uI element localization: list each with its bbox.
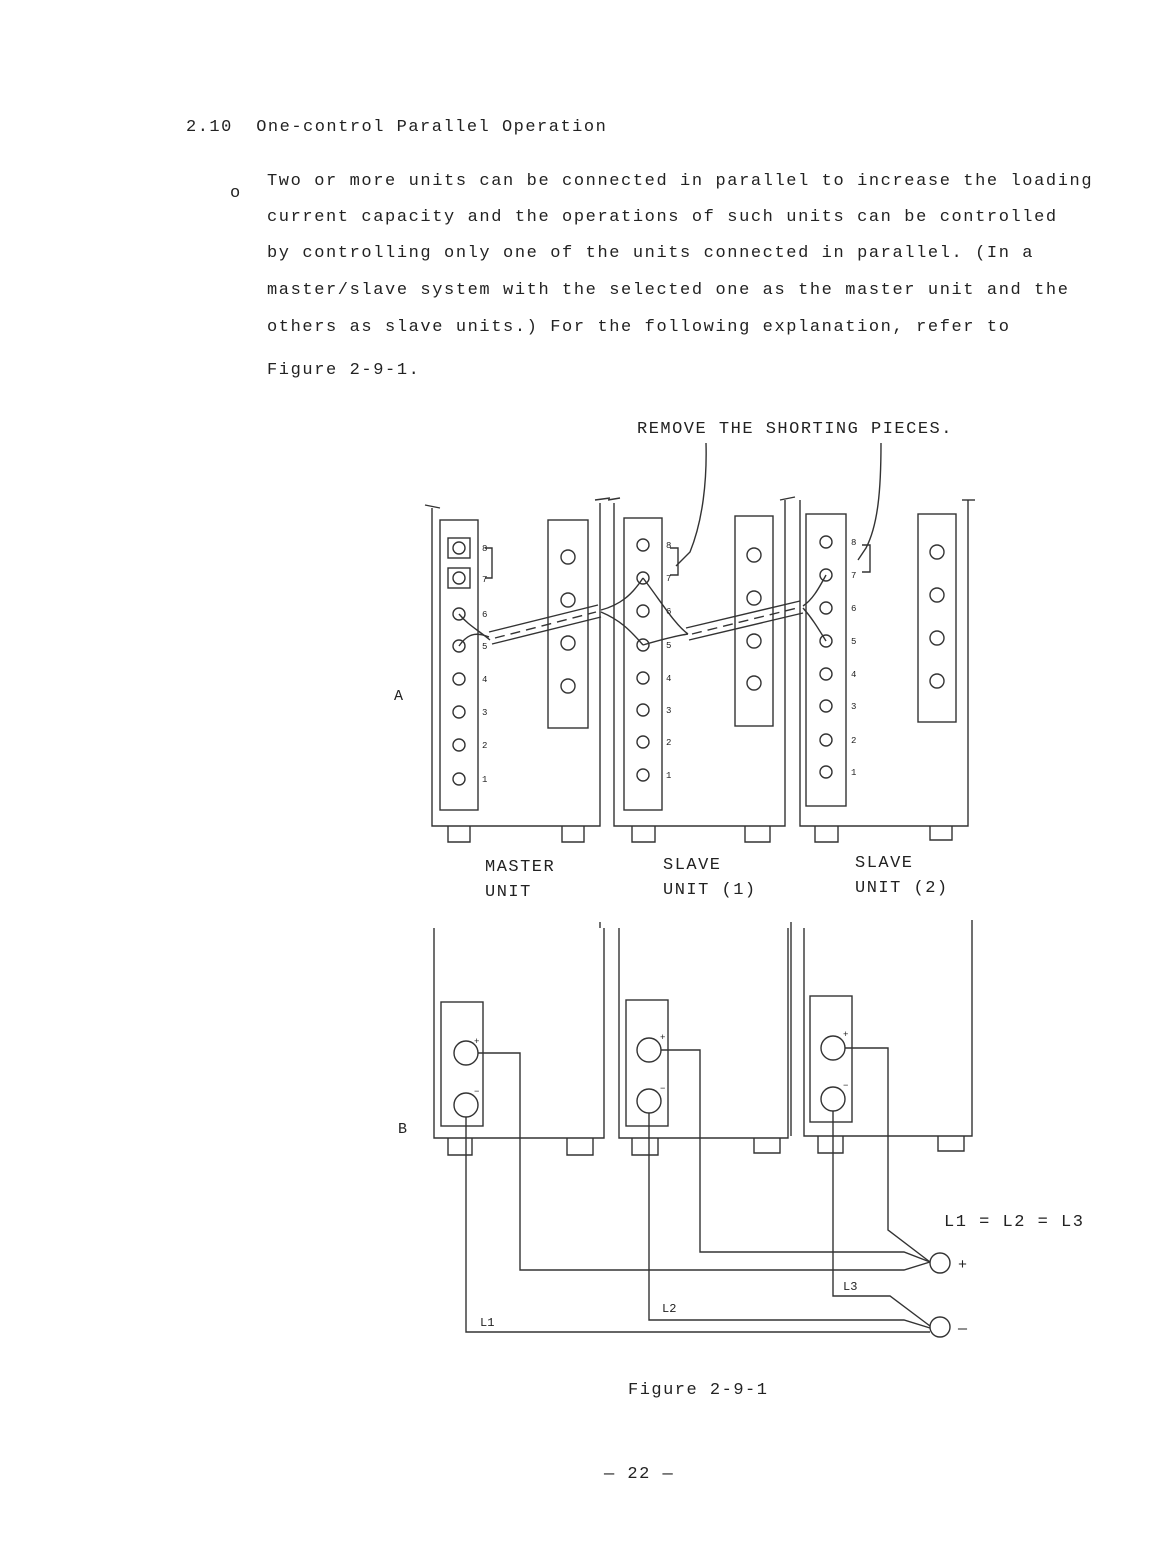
terminal-number: 3 [482,708,488,718]
callout-leader [858,443,881,560]
terminal-number: 8 [482,544,488,554]
terminal-number: 2 [666,738,672,748]
output-terminal-panel [548,520,588,728]
page-number: — 22 — [604,1465,675,1484]
terminal-number: 8 [851,538,857,548]
terminal-number: 6 [851,604,857,614]
terminal-number: 7 [666,574,672,584]
figure-caption: Figure 2-9-1 [628,1381,769,1400]
polarity-minus: − [474,1087,480,1097]
terminal-number: 3 [851,702,857,712]
terminal-number: 3 [666,706,672,716]
output-plus-label: + [958,1257,968,1274]
terminal-number: 7 [851,571,857,581]
paragraph-line: Figure 2-9-1. [267,361,421,380]
paragraph-line: Two or more units can be connected in parallel to increase the loading [267,172,1094,191]
terminal-number: 5 [851,637,857,647]
polarity-minus: − [843,1081,849,1091]
terminal-number: 7 [482,575,488,585]
load-plus-terminal [930,1253,950,1273]
terminal-block [440,520,478,810]
unit-label-line1: MASTER [485,858,556,877]
output-terminal-panel [810,996,852,1122]
terminal-number: 1 [666,771,672,781]
paragraph-line: by controlling only one of the units connected in parallel. (In a [267,244,1035,263]
terminal-number: 4 [666,674,672,684]
terminal-block [624,518,662,810]
equation-label: L1 = L2 = L3 [944,1213,1085,1232]
paragraph-line: master/slave system with the selected one as the master unit and the [267,281,1070,300]
terminal-number: 2 [851,736,857,746]
load-minus-terminal [930,1317,950,1337]
polarity-minus: − [660,1084,666,1094]
callout-label: REMOVE THE SHORTING PIECES. [637,420,953,439]
load-wiring [466,1048,950,1337]
output-terminal-panel [626,1000,668,1126]
terminal-number: 5 [666,641,672,651]
bullet-marker: o [230,184,242,203]
terminal-block [806,514,846,806]
unit-label-line2: UNIT (2) [855,879,949,898]
slave-unit-2-b [791,920,972,1153]
terminal-number: 4 [482,675,488,685]
part-b-label: B [398,1121,408,1138]
terminal-number: 5 [482,642,488,652]
lead-label-l3: L3 [843,1280,858,1294]
terminal-number: 6 [666,607,672,617]
terminal-number: 6 [482,610,488,620]
lead-label-l2: L2 [662,1302,677,1316]
polarity-plus: + [660,1033,666,1043]
paragraph-line: others as slave units.) For the following explanation, refer to [267,318,1011,337]
output-minus-label: — [958,1321,968,1338]
terminal-number: 1 [482,775,488,785]
terminal-number: 4 [851,670,857,680]
master-unit-b [434,922,604,1155]
master-unit-a [425,498,610,842]
paragraph-line: current capacity and the operations of such units can be controlled [267,208,1058,227]
section-number: 2.10 [186,118,233,137]
slave-unit-2-a [800,500,975,842]
lead-label-l1: L1 [480,1316,495,1330]
slave-unit-1-b [619,928,788,1155]
polarity-plus: + [474,1037,480,1047]
section-title: One-control Parallel Operation [256,118,608,137]
slave-unit-1-a [608,497,795,842]
unit-label-line1: SLAVE [663,856,722,875]
terminal-number: 8 [666,541,672,551]
unit-label-line2: UNIT (1) [663,881,757,900]
callout-leader [676,443,706,566]
terminal-number: 1 [851,768,857,778]
part-a-label: A [394,688,404,705]
polarity-plus: + [843,1030,849,1040]
terminal-number: 2 [482,741,488,751]
unit-label-line2: UNIT [485,883,532,902]
unit-label-line1: SLAVE [855,854,914,873]
